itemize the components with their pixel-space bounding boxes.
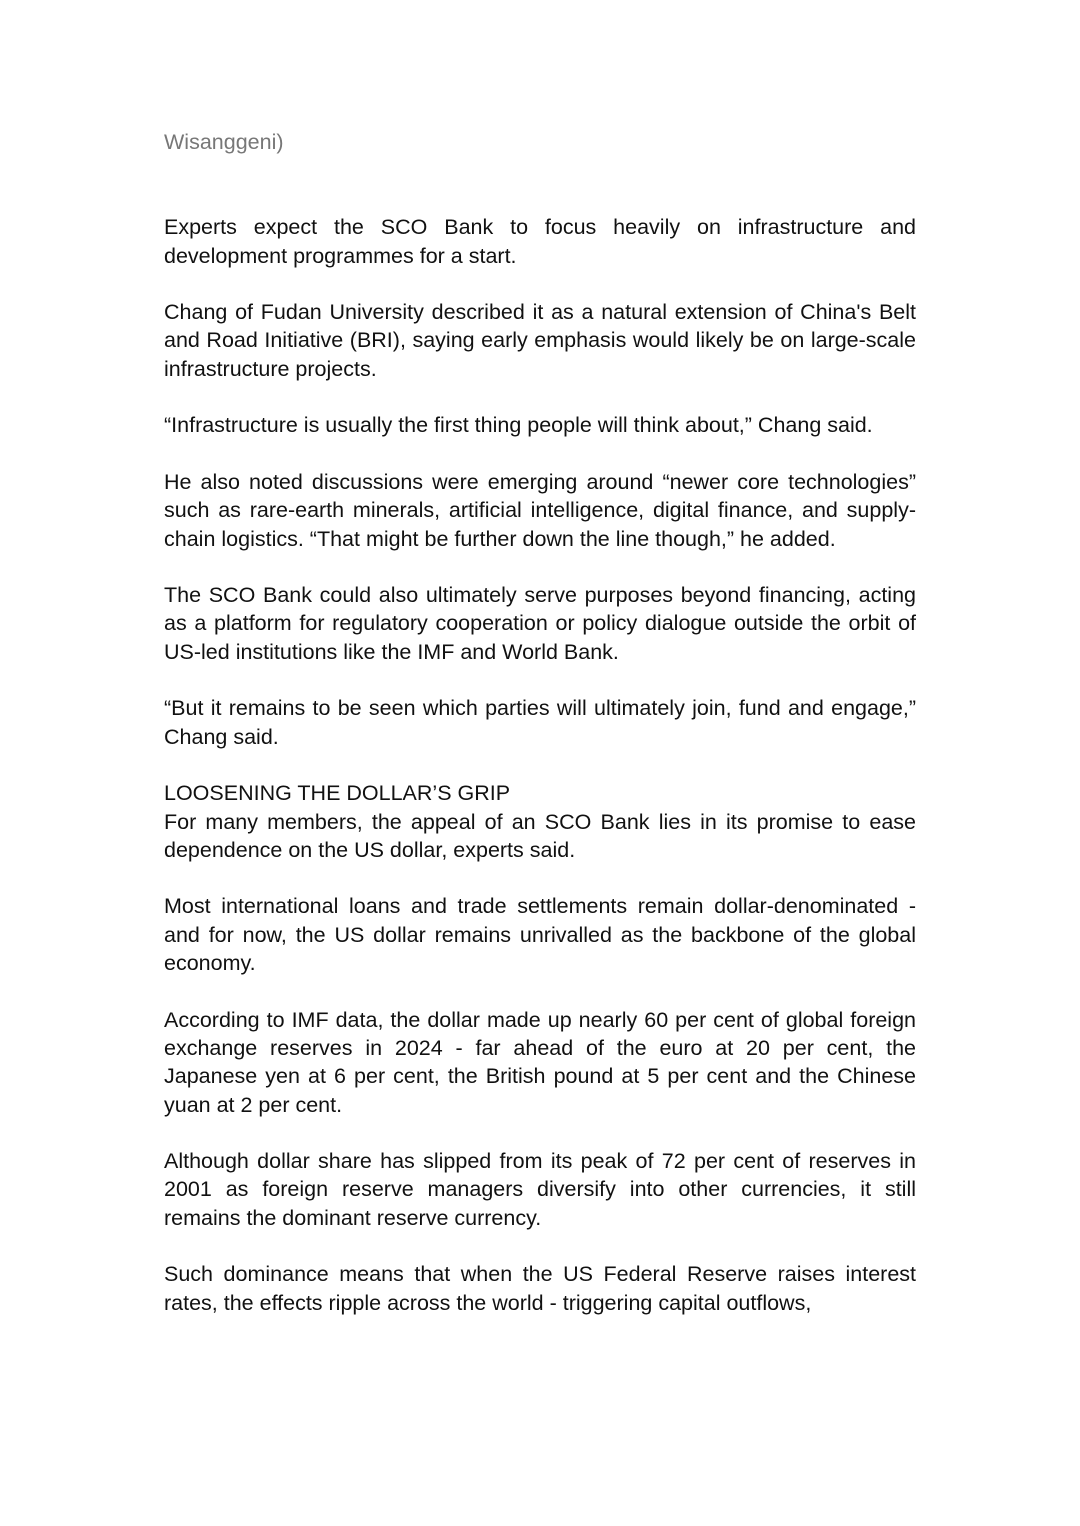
paragraph: Chang of Fudan University described it as a natural extension of China's Belt and Road Initiative (BRI), saying early emphasis would likely be on large-scale infrastructure projects. xyxy=(164,300,916,381)
paragraph: Experts expect the SCO Bank to focus heavily on infrastructure and development programmes for a start. xyxy=(164,215,916,268)
paragraph: Such dominance means that when the US Federal Reserve raises interest rates, the effects ripple across the world - triggering capital outflows, xyxy=(164,1262,916,1315)
paragraph: “But it remains to be seen which parties will ultimately join, fund and engage,” Chang said. xyxy=(164,696,916,749)
paragraph: The SCO Bank could also ultimately serve purposes beyond financing, acting as a platform for regulatory cooperation or policy dialogue outside the orbit of US-led institutions like the IMF and World Bank. xyxy=(164,583,916,664)
paragraph: Most international loans and trade settlements remain dollar-denominated - and for now, the US dollar remains unrivalled as the backbone of the global economy. xyxy=(164,894,916,976)
image-caption-fragment: Wisanggeni) xyxy=(164,130,284,154)
paragraph: Although dollar share has slipped from its peak of 72 per cent of reserves in 2001 as foreign reserve managers diversify into other currencies, it still remains the dominant reserve currency. xyxy=(164,1149,916,1230)
paragraph: “Infrastructure is usually the first thing people will think about,” Chang said. xyxy=(164,413,873,438)
paragraph: For many members, the appeal of an SCO Bank lies in its promise to ease dependence on the US dollar, experts said. xyxy=(164,809,916,862)
section-heading: LOOSENING THE DOLLAR’S GRIP xyxy=(164,781,511,806)
article-body xyxy=(164,128,916,1317)
paragraph: He also noted discussions were emerging around “newer core technologies” such as rare-earth minerals, artificial intelligence, digital finance, and supply-chain logistics. “That might be further down the line though,” he added. xyxy=(164,469,916,551)
paragraph: According to IMF data, the dollar made up nearly 60 per cent of global foreign exchange reserves in 2024 - far ahead of the euro at 20 per cent, the Japanese yen at 6 per cent, the British pound at 5 per cent and the Chinese yuan at 2 per cent. xyxy=(164,1007,916,1117)
